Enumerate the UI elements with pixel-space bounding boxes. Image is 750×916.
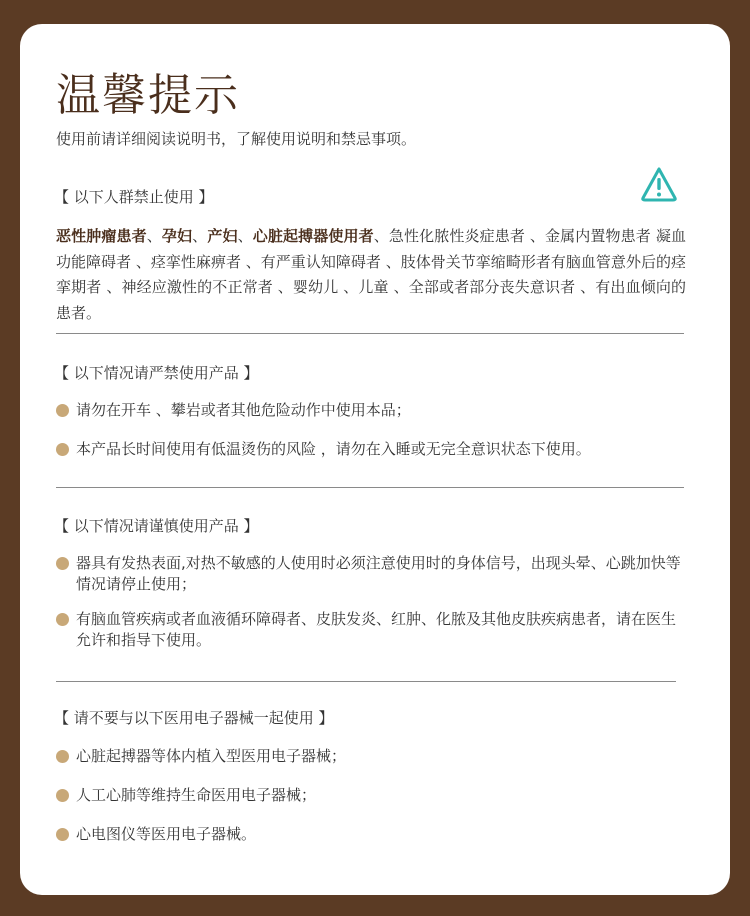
list-item: 本产品长时间使用有低温烫伤的风险 ，请勿在入睡或无完全意识状态下使用。 (56, 439, 688, 460)
divider (56, 487, 684, 488)
section-heading: 【 以下人群禁止使用 】 (54, 188, 214, 206)
list-item: 人工心肺等维持生命医用电子器械； (56, 785, 688, 806)
notice-card (20, 24, 730, 895)
divider (56, 333, 684, 334)
bullet-dot-icon (56, 750, 69, 763)
bullet-dot-icon (56, 557, 69, 570)
bullet-dot-icon (56, 828, 69, 841)
list-item: 心脏起搏器等体内植入型医用电子器械； (56, 746, 688, 767)
warning-triangle-icon (640, 166, 678, 202)
page-subtitle: 使用前请详细阅读说明书，了解使用说明和禁忌事项。 (56, 130, 417, 148)
forbidden-list (56, 400, 688, 460)
section-heading: 【 以下情况请谨慎使用产品 】 (54, 517, 259, 535)
bullet-dot-icon (56, 613, 69, 626)
list-item: 器具有发热表面,对热不敏感的人使用时必须注意使用时的身体信号，出现头晕、心跳加快等情况请停止使用； (56, 553, 688, 595)
list-item: 有脑血管疾病或者血液循环障碍者、皮肤发炎、红肿、化脓及其他皮肤疾病患者，请在医生允许和指导下使用。 (56, 609, 688, 651)
divider (56, 681, 676, 682)
list-item: 请勿在开车 、攀岩或者其他危险动作中使用本品； (56, 400, 688, 421)
page-title: 温馨提示 (56, 70, 240, 121)
list-item: 心电图仪等医用电子器械。 (56, 824, 688, 845)
bullet-dot-icon (56, 789, 69, 802)
bullet-dot-icon (56, 443, 69, 456)
prohibited-people-text: 恶性肿瘤患者、孕妇、产妇、心脏起搏器使用者、急性化脓性炎症患者 、金属内置物患者 凝血功能障碍者 、痉挛性麻痹者 、有严重认知障碍者 、肢体骨关节挛缩畸形者有脑血管意外后的痉挛期者 、神经应激性的不正常者 、婴幼儿 、儿童 、全部或者部分丧失意识者 、有出血倾向的患者。 (56, 227, 686, 322)
section-heading: 【 以下情况请严禁使用产品 】 (54, 364, 259, 382)
device-list (56, 746, 688, 845)
bullet-dot-icon (56, 404, 69, 417)
section-heading: 【 请不要与以下医用电子器械一起使用 】 (54, 709, 334, 727)
caution-list (56, 553, 688, 651)
